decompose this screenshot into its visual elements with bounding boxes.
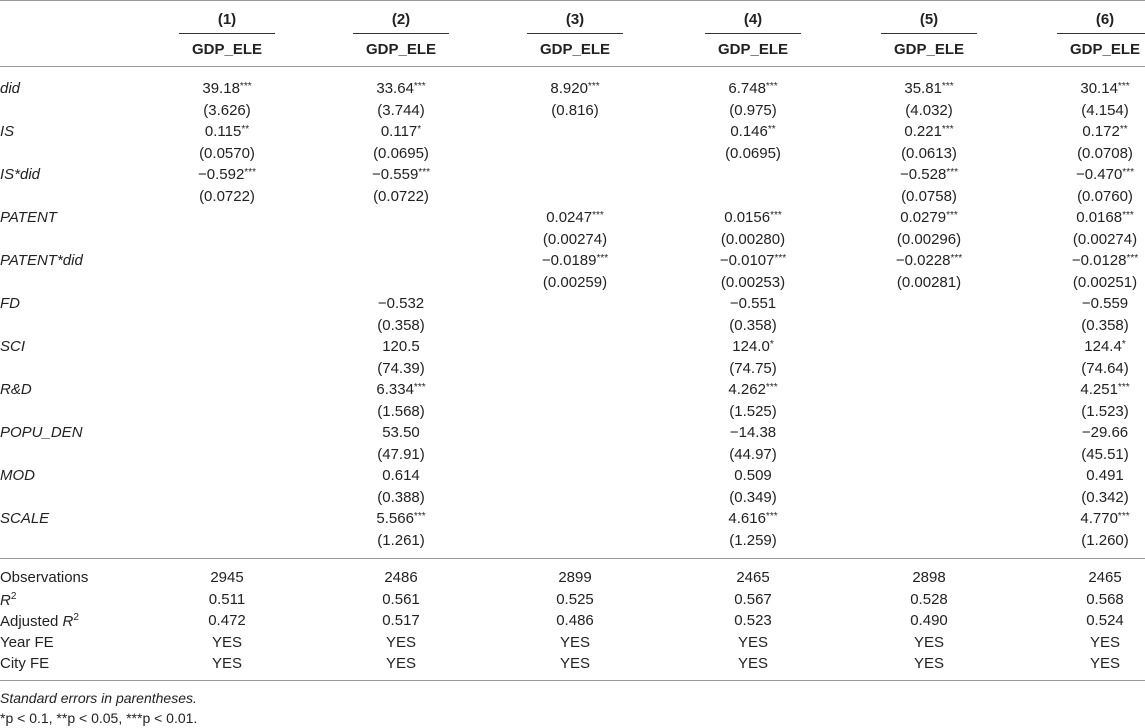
coefficient-cell <box>1035 424 1145 441</box>
header-underline <box>527 33 623 34</box>
significance-stars: *** <box>418 167 430 178</box>
coefficient-value: 0.0168 <box>1076 209 1123 226</box>
standard-error-cell: (0.975) <box>729 101 777 119</box>
coefficient-cell <box>1035 510 1145 527</box>
significance-stars: *** <box>413 511 426 522</box>
coefficient-value: 4.770 <box>1080 510 1118 527</box>
coefficient-value: 0.509 <box>734 467 772 484</box>
coefficient-value: 35.81 <box>904 80 942 97</box>
statistic-value: 0.528 <box>910 590 948 608</box>
coefficient-cell <box>157 80 297 97</box>
coefficient-value: 5.566 <box>376 510 414 527</box>
coefficient-cell <box>859 123 999 140</box>
coefficient-cell <box>859 252 999 269</box>
significance-stars: *** <box>413 382 426 393</box>
statistic-value: 2899 <box>558 569 592 586</box>
significance-stars: *** <box>596 253 609 264</box>
coefficient-cell <box>1035 467 1145 484</box>
bottom-rule <box>0 680 1145 681</box>
variable-label: IS*did <box>0 166 41 183</box>
coefficient-value: 0.146 <box>730 123 768 140</box>
significance-stars: *** <box>592 210 604 221</box>
dependent-variable-label: GDP_ELE <box>539 41 611 58</box>
note-standard-errors: Standard errors in parentheses. <box>0 690 197 706</box>
statistic-value: 0.525 <box>556 590 594 608</box>
coefficient-cell <box>683 467 823 484</box>
statistic-value: YES <box>913 633 944 651</box>
header-underline <box>1057 33 1145 34</box>
standard-error-cell: (1.259) <box>729 531 777 549</box>
standard-error-cell: (0.00296) <box>896 230 962 248</box>
significance-stars: *** <box>941 124 954 135</box>
statistic-label <box>0 569 88 586</box>
variable-label: SCALE <box>0 510 50 527</box>
standard-error-cell: (0.0758) <box>901 187 957 205</box>
standard-error-cell: (3.744) <box>377 101 425 119</box>
coefficient-value: −29.66 <box>1081 424 1129 441</box>
statistic-value: 2486 <box>384 569 418 586</box>
coefficient-cell <box>683 338 823 355</box>
coefficient-value: 0.0279 <box>900 209 947 226</box>
standard-error-cell: (0.342) <box>1081 488 1129 506</box>
coefficient-value: −0.0128 <box>1071 252 1127 269</box>
column-number: (2) <box>391 11 411 28</box>
coefficient-value: 120.5 <box>382 338 420 355</box>
standard-error-cell: (0.358) <box>377 316 425 334</box>
coefficient-value: 0.491 <box>1086 467 1124 484</box>
variable-label: POPU_DEN <box>0 424 83 441</box>
standard-error-cell: (0.388) <box>377 488 425 506</box>
variable-label: SCI <box>0 338 26 355</box>
significance-stars: *** <box>413 81 426 92</box>
standard-error-cell: (0.0722) <box>373 187 429 205</box>
coefficient-cell <box>331 424 471 441</box>
significance-stars: ** <box>241 124 250 135</box>
coefficient-cell <box>157 166 297 183</box>
coefficient-cell <box>331 166 471 183</box>
significance-stars: *** <box>946 210 958 221</box>
coefficient-value: 33.64 <box>376 80 414 97</box>
statistic-value: YES <box>1089 633 1120 651</box>
coefficient-cell <box>683 381 823 398</box>
top-rule <box>0 0 1145 1</box>
coefficient-cell <box>331 295 471 312</box>
coefficient-value: −0.559 <box>372 166 419 183</box>
statistic-label-italic: R <box>62 613 74 630</box>
coefficient-cell <box>859 80 999 97</box>
significance-stars: *** <box>950 253 963 264</box>
standard-error-cell: (1.260) <box>1081 531 1129 549</box>
statistic-value: 2465 <box>736 569 770 586</box>
statistic-value: YES <box>737 655 768 672</box>
coefficient-value: 0.0156 <box>724 209 771 226</box>
coefficient-cell <box>1035 381 1145 398</box>
coefficient-cell <box>683 80 823 97</box>
standard-error-cell: (0.358) <box>729 316 777 334</box>
standard-error-cell: (74.39) <box>377 359 425 377</box>
significance-stars: ** <box>1119 124 1128 135</box>
standard-error-cell: (1.568) <box>377 402 425 420</box>
statistic-value: 2945 <box>210 569 244 586</box>
dependent-variable-label: GDP_ELE <box>191 41 263 58</box>
coefficient-cell <box>1035 209 1145 226</box>
statistic-value: 0.486 <box>556 612 594 629</box>
coefficient-value: −0.551 <box>729 295 777 312</box>
statistic-value: 0.561 <box>382 590 420 608</box>
coefficient-cell <box>331 467 471 484</box>
header-rule <box>0 66 1145 67</box>
coefficient-value: −0.532 <box>377 295 425 312</box>
significance-stars: *** <box>244 167 256 178</box>
coefficient-value: −0.0228 <box>895 252 951 269</box>
coefficient-cell <box>331 510 471 527</box>
coefficient-cell <box>1035 295 1145 312</box>
statistic-value: YES <box>385 655 416 672</box>
significance-stars: *** <box>774 253 787 264</box>
statistic-value: 2465 <box>1088 569 1122 586</box>
statistic-value: 0.567 <box>734 590 772 608</box>
statistic-value: YES <box>385 633 416 651</box>
standard-error-cell: (0.0760) <box>1077 187 1133 205</box>
significance-stars: *** <box>765 81 778 92</box>
coefficient-value: 6.748 <box>728 80 766 97</box>
statistic-label <box>0 612 79 630</box>
column-number: (4) <box>743 11 763 28</box>
coefficient-cell <box>683 295 823 312</box>
standard-error-cell: (0.00280) <box>720 230 786 248</box>
dependent-variable-label: GDP_ELE <box>717 41 789 58</box>
coefficient-cell <box>1035 338 1145 355</box>
standard-error-cell: (4.154) <box>1081 101 1129 119</box>
statistic-value: YES <box>559 655 590 672</box>
statistic-label <box>0 591 16 609</box>
coefficient-value: 0.614 <box>382 467 420 484</box>
coefficient-cell <box>331 80 471 97</box>
standard-error-cell: (3.626) <box>203 101 251 119</box>
statistic-label-text: City FE <box>0 655 50 672</box>
coefficient-cell <box>331 338 471 355</box>
variable-label: R&D <box>0 381 32 398</box>
dependent-variable-label: GDP_ELE <box>893 41 965 58</box>
significance-stars: *** <box>1122 210 1134 221</box>
statistic-value: YES <box>913 655 944 672</box>
coefficient-value: 6.334 <box>376 381 414 398</box>
note-significance: *p < 0.1, **p < 0.05, ***p < 0.01. <box>0 710 198 726</box>
variable-label: PATENT <box>0 209 57 226</box>
significance-stars: * <box>1121 339 1126 350</box>
significance-stars: *** <box>587 81 600 92</box>
coefficient-cell <box>683 424 823 441</box>
significance-stars: *** <box>239 81 252 92</box>
statistic-label <box>0 655 49 672</box>
coefficient-cell <box>331 381 471 398</box>
significance-stars: *** <box>765 511 778 522</box>
standard-error-cell: (0.00274) <box>542 230 608 248</box>
standard-error-cell: (0.0570) <box>199 144 255 162</box>
coefficient-cell <box>1035 252 1145 269</box>
coefficient-value: 4.262 <box>728 381 766 398</box>
standard-error-cell: (0.00253) <box>720 273 786 291</box>
statistic-value: 0.472 <box>208 612 246 629</box>
statistic-value: 0.523 <box>734 612 772 629</box>
coefficient-cell <box>859 166 999 183</box>
superscript: 2 <box>73 612 79 623</box>
statistic-value: 2898 <box>912 569 946 586</box>
coefficient-value: 0.172 <box>1082 123 1120 140</box>
column-number: (3) <box>565 11 585 28</box>
standard-error-cell: (0.358) <box>1081 316 1129 334</box>
significance-stars: *** <box>1122 167 1134 178</box>
statistic-value: YES <box>737 633 768 651</box>
standard-error-cell: (1.525) <box>729 402 777 420</box>
variable-label: PATENT*did <box>0 252 83 269</box>
coefficient-value: −0.559 <box>1081 295 1129 312</box>
standard-error-cell: (0.0695) <box>725 144 781 162</box>
coefficient-value: 0.115 <box>204 123 242 140</box>
dependent-variable-label: GDP_ELE <box>1069 41 1141 58</box>
coefficient-value: −0.592 <box>198 166 245 183</box>
coefficient-value: −0.470 <box>1076 166 1123 183</box>
statistic-label-text: Adjusted <box>0 613 63 630</box>
variable-label: IS <box>0 123 15 140</box>
statistic-value: YES <box>1089 655 1120 672</box>
standard-error-cell: (0.00259) <box>542 273 608 291</box>
standard-error-cell: (4.032) <box>905 101 953 119</box>
coefficient-value: 0.117 <box>380 123 418 140</box>
statistic-value: 0.568 <box>1086 590 1124 608</box>
standard-error-cell: (45.51) <box>1081 445 1129 463</box>
standard-error-cell: (44.97) <box>729 445 777 463</box>
statistic-label-text: Observations <box>0 569 89 586</box>
coefficient-value: −14.38 <box>729 424 777 441</box>
statistic-label-text: R <box>0 591 11 609</box>
column-number: (1) <box>217 11 237 28</box>
standard-error-cell: (47.91) <box>377 445 425 463</box>
variable-label: MOD <box>0 467 35 484</box>
coefficient-value: 4.251 <box>1080 381 1118 398</box>
coefficient-cell <box>1035 80 1145 97</box>
standard-error-cell: (0.00274) <box>1072 230 1138 248</box>
standard-error-cell: (74.64) <box>1081 359 1129 377</box>
statistic-value: 0.517 <box>382 612 420 629</box>
coefficient-cell <box>683 252 823 269</box>
statistic-value: 0.524 <box>1086 612 1124 629</box>
coefficient-value: 8.920 <box>550 80 588 97</box>
coefficient-cell <box>683 510 823 527</box>
statistic-value: 0.511 <box>208 590 246 608</box>
coefficient-value: 4.616 <box>728 510 766 527</box>
significance-stars: ** <box>767 124 776 135</box>
coefficient-value: −0.0189 <box>541 252 597 269</box>
statistic-label <box>0 634 54 651</box>
variable-label: FD <box>0 295 20 312</box>
standard-error-cell: (0.349) <box>729 488 777 506</box>
significance-stars: *** <box>1126 253 1139 264</box>
statistic-value: YES <box>211 655 242 672</box>
statistic-value: YES <box>211 633 242 651</box>
significance-stars: *** <box>1117 511 1130 522</box>
coefficient-cell <box>683 123 823 140</box>
header-underline <box>353 33 449 34</box>
coefficient-value: −0.0107 <box>719 252 775 269</box>
significance-stars: * <box>417 124 422 135</box>
coefficient-cell <box>331 123 471 140</box>
column-number: (6) <box>1095 11 1115 28</box>
standard-error-cell: (0.0708) <box>1077 144 1133 162</box>
superscript: 2 <box>10 590 17 602</box>
standard-error-cell: (1.523) <box>1081 402 1129 420</box>
coefficient-value: 39.18 <box>202 80 240 97</box>
coefficient-value: 124.0 <box>732 338 770 355</box>
variable-label: did <box>0 80 21 97</box>
header-underline <box>881 33 977 34</box>
standard-error-cell: (0.816) <box>551 101 599 119</box>
coefficient-cell <box>505 80 645 97</box>
coefficient-value: 124.4 <box>1084 338 1122 355</box>
significance-stars: *** <box>1117 81 1130 92</box>
coefficient-value: −0.528 <box>900 166 947 183</box>
standard-error-cell: (0.00251) <box>1072 273 1138 291</box>
header-underline <box>179 33 275 34</box>
coefficient-cell <box>1035 166 1145 183</box>
significance-stars: *** <box>941 81 954 92</box>
standard-error-cell: (74.75) <box>729 359 777 377</box>
coefficient-value: 53.50 <box>382 424 420 441</box>
header-underline <box>705 33 801 34</box>
coefficient-cell <box>157 123 297 140</box>
statistic-value: YES <box>559 633 590 651</box>
standard-error-cell: (0.0722) <box>199 187 255 205</box>
coefficient-cell <box>859 209 999 226</box>
standard-error-cell: (0.0695) <box>373 144 429 162</box>
significance-stars: *** <box>1117 382 1130 393</box>
statistic-value: 0.490 <box>910 612 948 629</box>
significance-stars: *** <box>770 210 782 221</box>
statistic-label-text: Year FE <box>0 633 54 651</box>
significance-stars: *** <box>765 382 778 393</box>
coefficient-value: 0.0247 <box>546 209 593 226</box>
coefficient-cell <box>683 209 823 226</box>
coefficient-cell <box>505 209 645 226</box>
coefficient-value: 30.14 <box>1080 80 1118 97</box>
column-number: (5) <box>919 11 939 28</box>
standard-error-cell: (0.00281) <box>896 273 962 291</box>
standard-error-cell: (0.0613) <box>901 144 957 162</box>
significance-stars: *** <box>946 167 958 178</box>
significance-stars: * <box>769 339 774 350</box>
dependent-variable-label: GDP_ELE <box>365 41 437 58</box>
coefficient-cell <box>505 252 645 269</box>
coefficient-cell <box>1035 123 1145 140</box>
coefficient-value: 0.221 <box>904 123 942 140</box>
standard-error-cell: (1.261) <box>377 531 425 549</box>
stats-rule <box>0 558 1145 559</box>
